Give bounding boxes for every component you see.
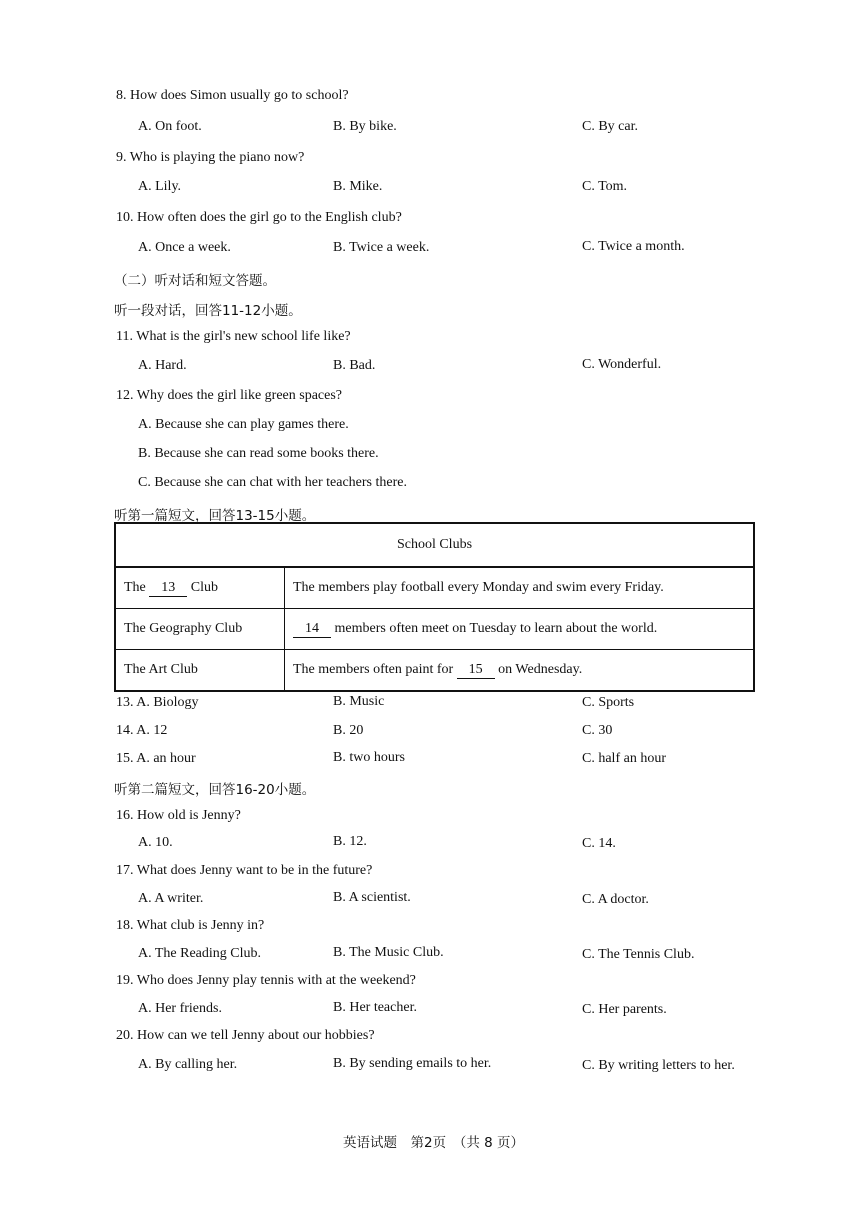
blank-13: 13 [149,580,187,597]
question-8: 8. How does Simon usually go to school? [116,88,349,103]
club-description-cell [285,567,755,609]
passage-2-heading: 听第二篇短文，回答16-20小题。 [114,782,316,798]
question-10: 10. How often does the girl go to the English club? [116,210,402,225]
q18-option-a: A. The Reading Club. [138,946,262,961]
q8-option-c: C. By car. [582,119,638,134]
q11-option-b: B. Bad. [333,358,376,373]
club-description-cell [285,650,755,692]
q18-option-c: C. The Tennis Club. [582,947,695,962]
club-description: The members often paint for [293,661,454,677]
club-description: The members play football every Monday and swim every Friday. [293,580,664,595]
q20-option-b: B. By sending emails to her. [333,1056,492,1071]
club-description-suffix: on Wednesday. [498,661,583,677]
q8-option-a: A. On foot. [138,119,202,134]
club-name-prefix: The [124,579,146,595]
club-name-cell [115,650,285,692]
page-footer: 英语试题 第2页 （共 8 页） [342,1135,524,1151]
q13-option-a: 13. A. Biology [116,695,199,710]
q12-option-b: B. Because she can read some books there. [138,446,379,461]
question-18: 18. What club is Jenny in? [116,918,265,933]
q15-option-c: C. half an hour [582,751,666,766]
q19-option-c: C. Her parents. [582,1002,667,1017]
q20-option-a: A. By calling her. [138,1057,238,1072]
q8-option-b: B. By bike. [333,119,397,134]
blank-15: 15 [457,662,495,679]
q19-option-b: B. Her teacher. [333,1000,417,1015]
club-name-cell [115,609,285,650]
q20-option-c: C. By writing letters to her. [582,1058,735,1073]
q16-option-c: C. 14. [582,836,616,851]
q10-option-b: B. Twice a week. [333,240,430,255]
q16-option-a: A. 10. [138,835,173,850]
question-16: 16. How old is Jenny? [116,808,241,823]
q12-option-a: A. Because she can play games there. [138,417,349,432]
q9-option-c: C. Tom. [582,179,628,194]
club-description: members often meet on Tuesday to learn about the world. [334,620,658,636]
q15-option-a: 15. A. an hour [116,751,196,766]
q10-option-c: C. Twice a month. [582,239,685,254]
club-name-suffix: Club [190,579,218,595]
school-clubs-table [114,522,755,692]
q9-option-a: A. Lily. [138,179,182,194]
q14-option-b: B. 20 [333,723,364,738]
q11-option-c: C. Wonderful. [582,357,662,372]
club-name-cell [115,567,285,609]
club-name: The Art Club [124,662,198,677]
club-description-cell [285,609,755,650]
table-row [115,609,754,650]
q12-option-c: C. Because she can chat with her teachers there. [138,475,407,490]
table-row [115,567,754,609]
club-name: The Geography Club [124,621,243,636]
q16-option-b: B. 12. [333,834,367,849]
q10-option-a: A. Once a week. [138,240,231,255]
question-20: 20. How can we tell Jenny about our hobbies? [116,1028,375,1043]
question-17: 17. What does Jenny want to be in the future? [116,863,373,878]
q19-option-a: A. Her friends. [138,1001,222,1016]
q14-option-a: 14. A. 12 [116,723,168,738]
blank-14: 14 [293,621,331,638]
q13-option-b: B. Music [333,694,385,709]
question-12: 12. Why does the girl like green spaces? [116,388,343,403]
q13-option-c: C. Sports [582,695,635,710]
question-19: 19. Who does Jenny play tennis with at the weekend? [116,973,416,988]
q9-option-b: B. Mike. [333,179,383,194]
q17-option-a: A. A writer. [138,891,204,906]
section-2-heading: （二）听对话和短文答题。 [114,273,276,289]
question-11: 11. What is the girl's new school life like? [116,329,351,344]
table-row [115,650,754,692]
q18-option-b: B. The Music Club. [333,945,444,960]
passage-1-heading: 听第一篇短文，回答13-15小题。 [114,508,316,524]
q17-option-b: B. A scientist. [333,890,411,905]
table-title: School Clubs [115,523,754,567]
q14-option-c: C. 30 [582,723,613,738]
question-9: 9. Who is playing the piano now? [116,150,305,165]
q11-option-a: A. Hard. [138,358,187,373]
q17-option-c: C. A doctor. [582,892,649,907]
q15-option-b: B. two hours [333,750,405,765]
dialogue-heading: 听一段对话，回答11-12小题。 [114,303,302,319]
